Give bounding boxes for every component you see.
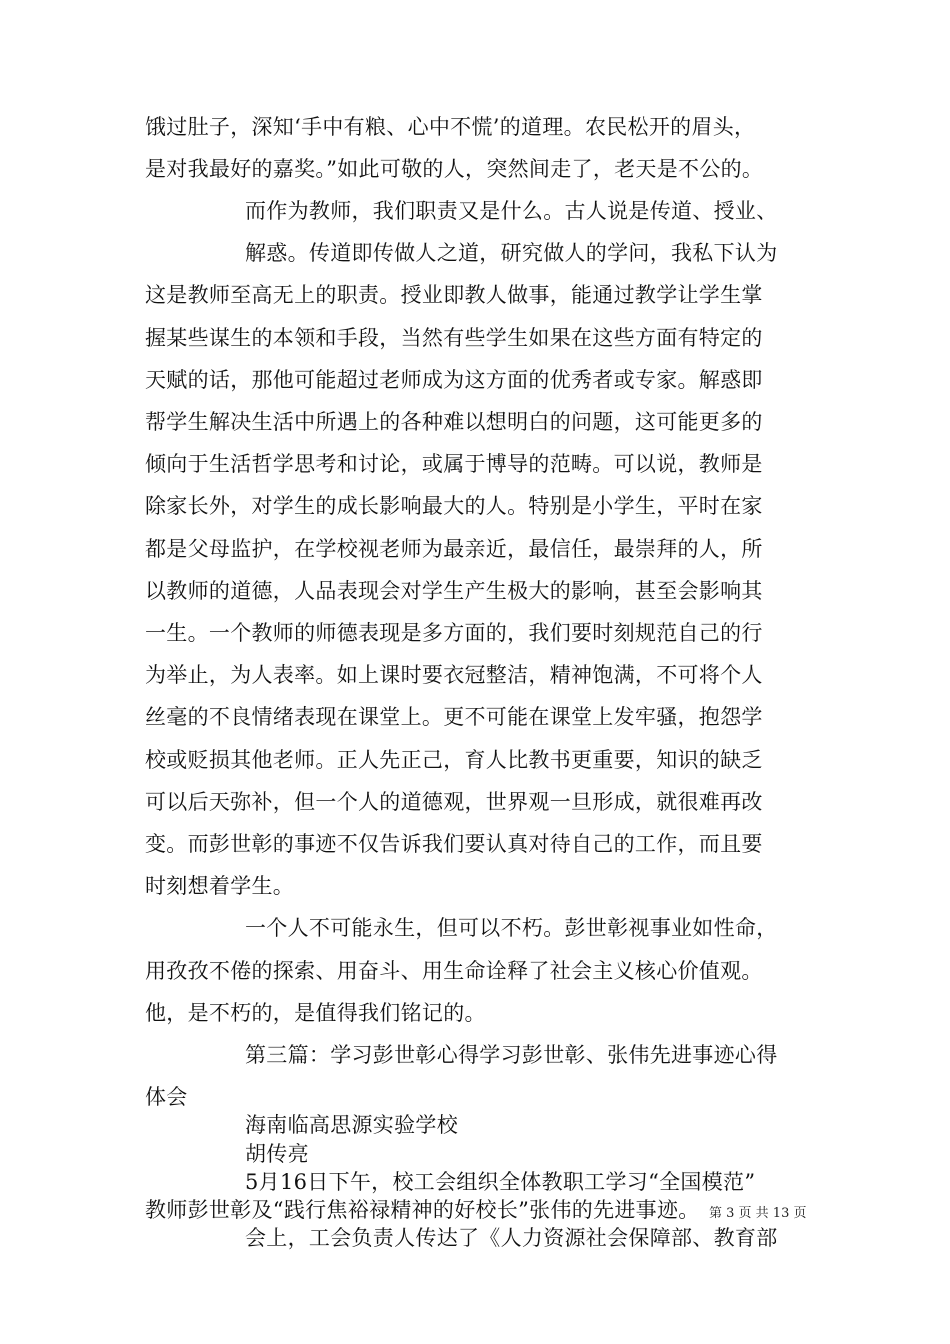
author-name: 胡传亮 <box>245 1142 309 1166</box>
school-name: 海南临高思源实验学校 <box>245 1113 458 1137</box>
text-line: 5月16日下午，校工会组织全体教职工学习“全国模范” <box>245 1170 756 1194</box>
text-line: 天赋的话，那他可能超过老师成为这方面的优秀者或专家。解惑即 <box>145 368 763 392</box>
text-line: 校或贬损其他老师。正人先正己，育人比教书更重要，知识的缺乏 <box>145 748 763 772</box>
text-line: 饿过肚子，深知‘手中有粮、心中不慌’的道理。农民松开的眉头， <box>145 115 756 139</box>
text-line: 用孜孜不倦的探索、用奋斗、用生命诠释了社会主义核心价值观。 <box>145 959 763 983</box>
text-line: 教师彭世彰及“践行焦裕禄精神的好校长”张伟的先进事迹。 <box>145 1198 700 1222</box>
text-line: 以教师的道德，人品表现会对学生产生极大的影响，甚至会影响其 <box>145 579 763 603</box>
text-line: 可以后天弥补，但一个人的道德观，世界观一旦形成，就很难再改 <box>145 790 763 814</box>
text-line: 一个人不可能永生，但可以不朽。彭世彰视事业如性命， <box>245 916 778 940</box>
text-line: 是对我最好的嘉奖。”如此可敬的人，突然间走了，老天是不公的。 <box>145 157 764 181</box>
text-line: 而作为教师，我们职责又是什么。古人说是传道、授业、 <box>245 199 778 223</box>
text-line: 他，是不朽的，是值得我们铭记的。 <box>145 1001 486 1025</box>
text-line: 为举止，为人表率。如上课时要衣冠整洁，精神饱满，不可将个人 <box>145 663 763 687</box>
text-line: 解惑。传道即传做人之道，研究做人的学问，我私下认为 <box>245 241 778 265</box>
text-line: 会上，工会负责人传达了《人力资源社会保障部、教育部 <box>245 1226 778 1250</box>
section-heading: 第三篇：学习彭世彰心得学习彭世彰、张伟先进事迹心得 <box>245 1043 778 1067</box>
section-heading: 体会 <box>145 1085 188 1109</box>
text-line: 除家长外，对学生的成长影响最大的人。特别是小学生，平时在家 <box>145 494 763 518</box>
page-number: 第 3 页 共 13 页 <box>709 1206 807 1221</box>
text-line: 这是教师至高无上的职责。授业即教人做事，能通过教学让学生掌 <box>145 283 763 307</box>
text-line: 时刻想着学生。 <box>145 874 295 898</box>
text-line: 一生。一个教师的师德表现是多方面的，我们要时刻规范自己的行 <box>145 621 763 645</box>
text-line: 握某些谋生的本领和手段，当然有些学生如果在这些方面有特定的 <box>145 326 763 350</box>
text-line: 倾向于生活哲学思考和讨论，或属于博导的范畴。可以说，教师是 <box>145 452 763 476</box>
text-line: 帮学生解决生活中所遇上的各种难以想明白的问题，这可能更多的 <box>145 410 763 434</box>
text-line: 变。而彭世彰的事迹不仅告诉我们要认真对待自己的工作，而且要 <box>145 832 763 856</box>
text-line: 都是父母监护，在学校视老师为最亲近，最信任，最崇拜的人，所 <box>145 537 763 561</box>
text-line: 丝毫的不良情绪表现在课堂上。更不可能在课堂上发牢骚，抱怨学 <box>145 705 763 729</box>
